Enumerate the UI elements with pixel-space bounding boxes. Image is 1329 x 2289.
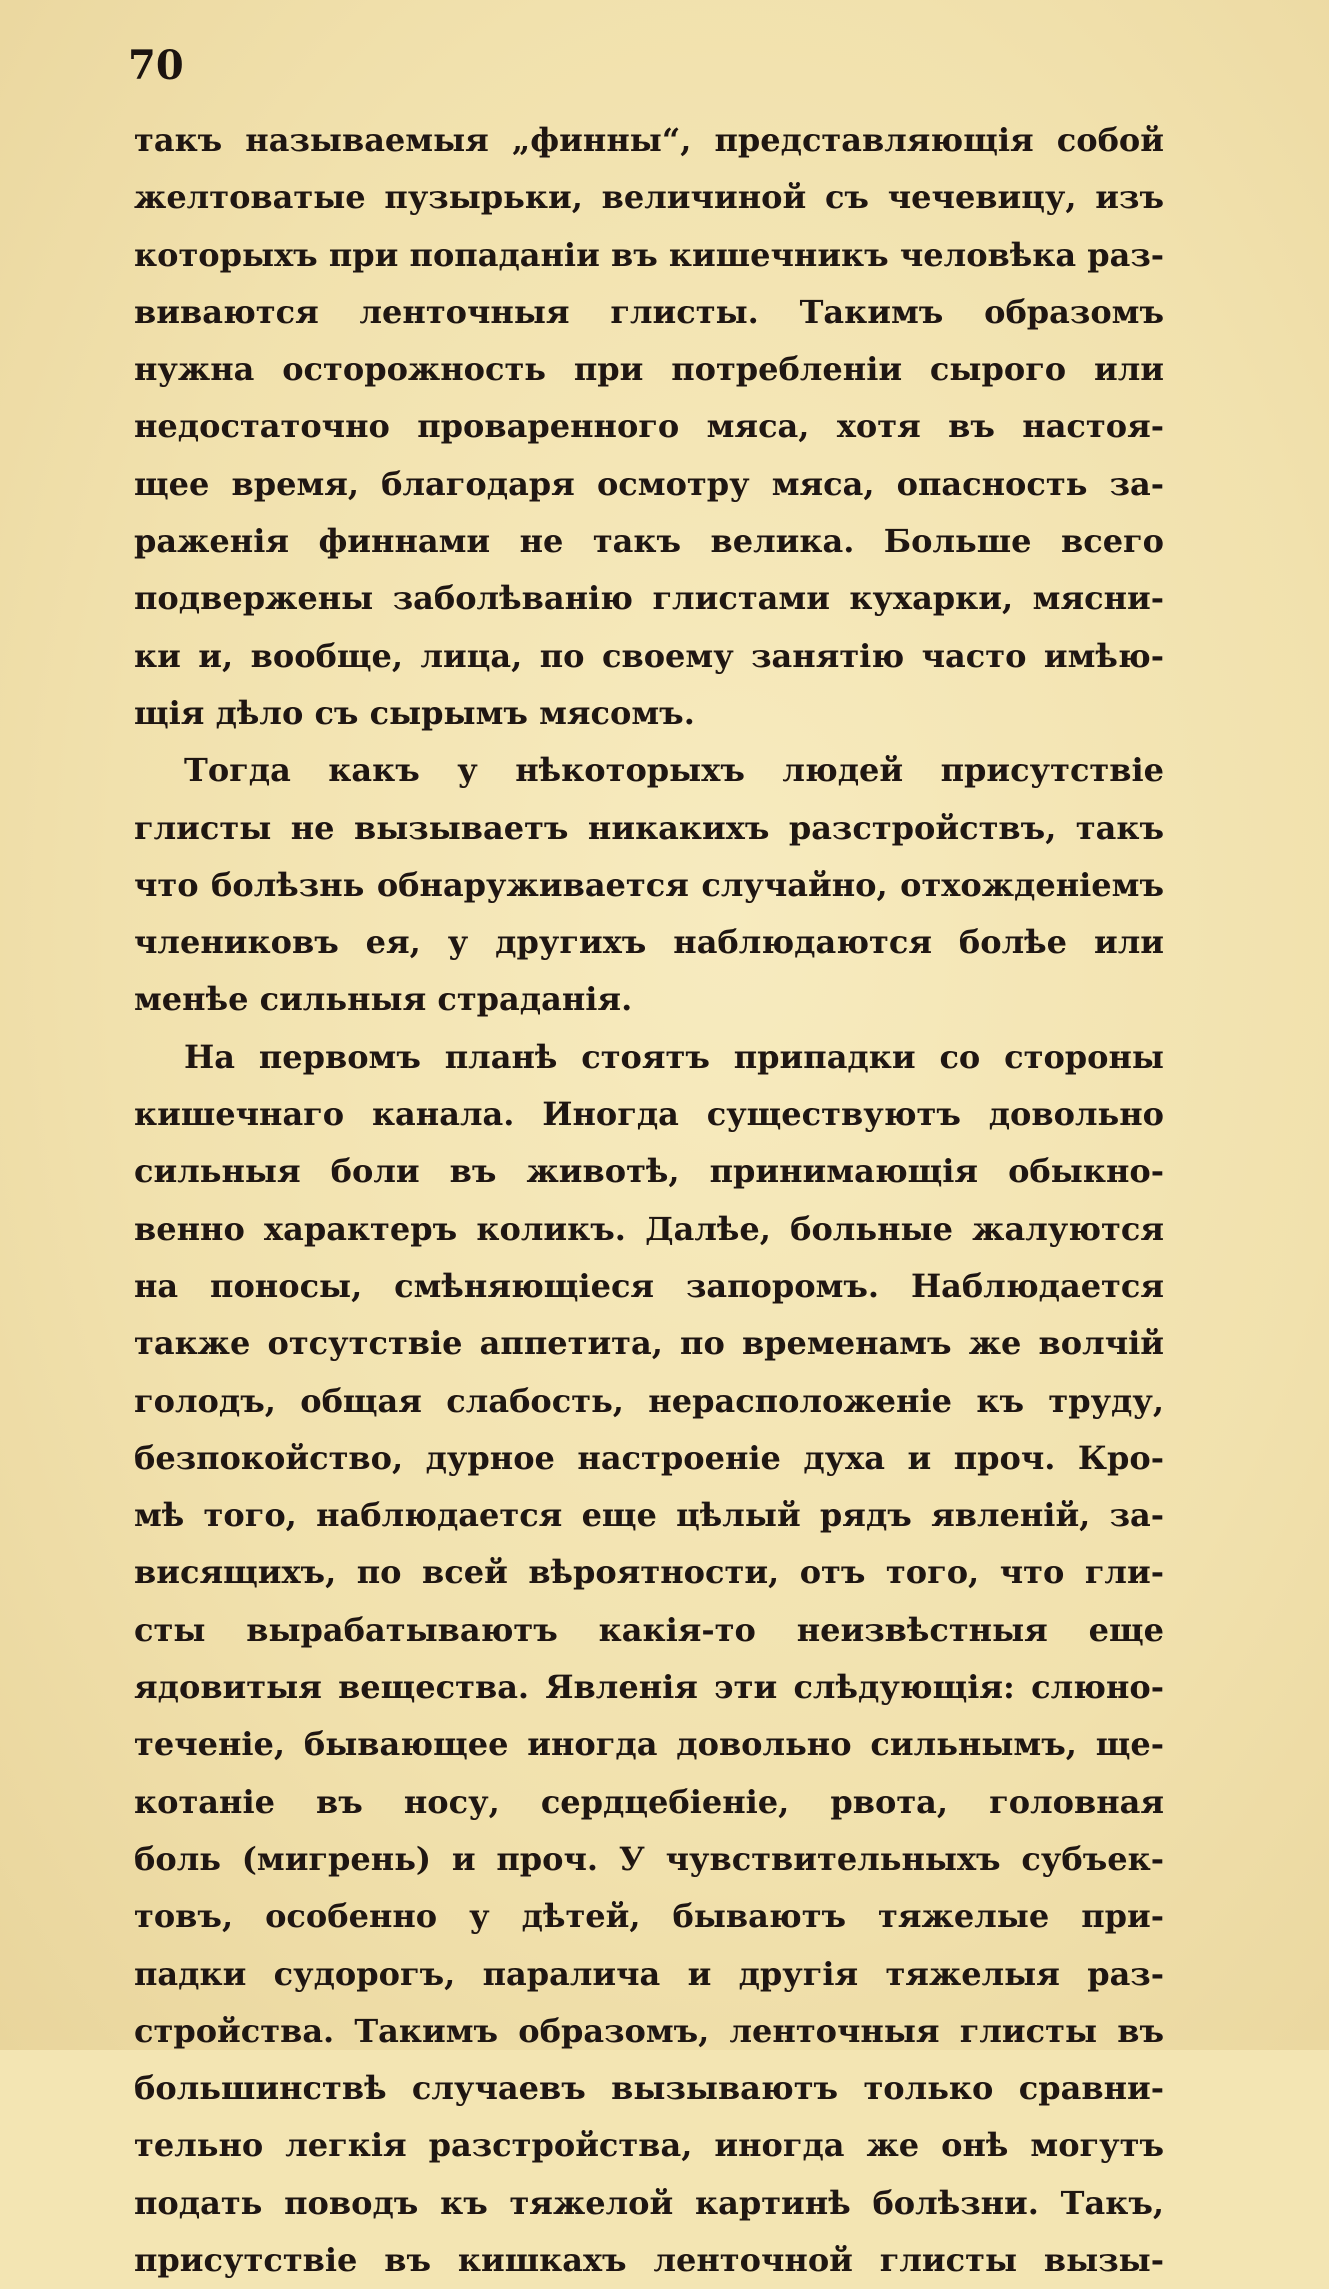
text-line: также отсутствіе аппетита, по временамъ же волчій (134, 1324, 1164, 1363)
text-line: ки и, вообще, лица, по своему занятію часто имѣю- (134, 636, 1164, 675)
text-line: члениковъ ея, у другихъ наблюдаются болѣе или (134, 923, 1164, 962)
text-line: что болѣзнь обнаруживается случайно, отхожденіемъ (134, 865, 1164, 904)
text-line: товъ, особенно у дѣтей, бываютъ тяжелые при- (134, 1897, 1164, 1936)
text-line: Тогда какъ у нѣкоторыхъ людей присутствіе (184, 751, 1164, 790)
text-line: подвержены заболѣванію глистами кухарки, мясни- (134, 579, 1164, 618)
text-line: которыхъ при попаданіи въ кишечникъ человѣка раз- (134, 235, 1164, 274)
text-line: котаніе въ носу, сердцебіеніе, рвота, головная (134, 1782, 1164, 1821)
text-line: щее время, благодаря осмотру мяса, опасность за- (134, 464, 1164, 503)
text-line: большинствѣ случаевъ вызываютъ только сравни- (134, 2069, 1164, 2108)
text-line: менѣе сильныя страданія. (134, 980, 633, 1019)
text-line: глисты не вызываетъ никакихъ разстройствъ, такъ (134, 808, 1164, 847)
text-line: сильныя боли въ животѣ, принимающія обыкно- (134, 1152, 1164, 1191)
text-line: раженія финнами не такъ велика. Больше всего (134, 522, 1164, 561)
text-line: сты вырабатываютъ какія-то неизвѣстныя еще (134, 1610, 1164, 1649)
text-line: голодъ, общая слабость, нерасположеніе къ труду, (134, 1381, 1164, 1420)
text-line: теченіе, бывающее иногда довольно сильнымъ, ще- (134, 1725, 1164, 1764)
text-line: такъ называемыя „финны“, представляющія собой (134, 121, 1164, 159)
text-line: щія дѣло съ сырымъ мясомъ. (134, 693, 695, 732)
text-line: стройства. Такимъ образомъ, ленточныя глисты въ (134, 2011, 1164, 2050)
text-line: На первомъ планѣ стоятъ припадки со стороны (184, 1037, 1164, 1076)
text-line: безпокойство, дурное настроеніе духа и проч. Кро- (134, 1438, 1164, 1477)
text-line: на поносы, смѣняющіеся запоромъ. Наблюдается (134, 1266, 1164, 1305)
text-line: венно характеръ коликъ. Далѣе, больные жалуются (134, 1209, 1164, 1248)
text-line: боль (мигрень) и проч. У чувствительныхъ субъек- (134, 1839, 1164, 1878)
body-text (134, 112, 1164, 2289)
text-line: тельно легкія разстройства, иногда же онѣ могутъ (134, 2126, 1164, 2165)
text-line: присутствіе въ кишкахъ ленточной глисты вызы- (134, 2240, 1164, 2279)
text-line: мѣ того, наблюдается еще цѣлый рядъ явленій, за- (134, 1496, 1164, 1535)
text-line: желтоватые пузырьки, величиной съ чечевицу, изъ (134, 178, 1164, 217)
text-line: недостаточно проваренного мяса, хотя въ настоя- (134, 407, 1164, 446)
text-line: нужна осторожность при потребленіи сырого или (134, 350, 1164, 389)
text-line: подать поводъ къ тяжелой картинѣ болѣзни. Такъ, (134, 2183, 1164, 2222)
text-line: висящихъ, по всей вѣроятности, отъ того, что гли- (134, 1553, 1164, 1592)
text-line: падки судорогъ, паралича и другія тяжелыя раз- (134, 1954, 1164, 1993)
text-line: кишечнаго канала. Иногда существуютъ довольно (134, 1095, 1164, 1134)
text-line: ядовитыя вещества. Явленія эти слѣдующія: слюно- (134, 1668, 1164, 1707)
text-line: виваются ленточныя глисты. Такимъ образомъ (134, 292, 1164, 331)
page-number: 70 (128, 42, 184, 89)
